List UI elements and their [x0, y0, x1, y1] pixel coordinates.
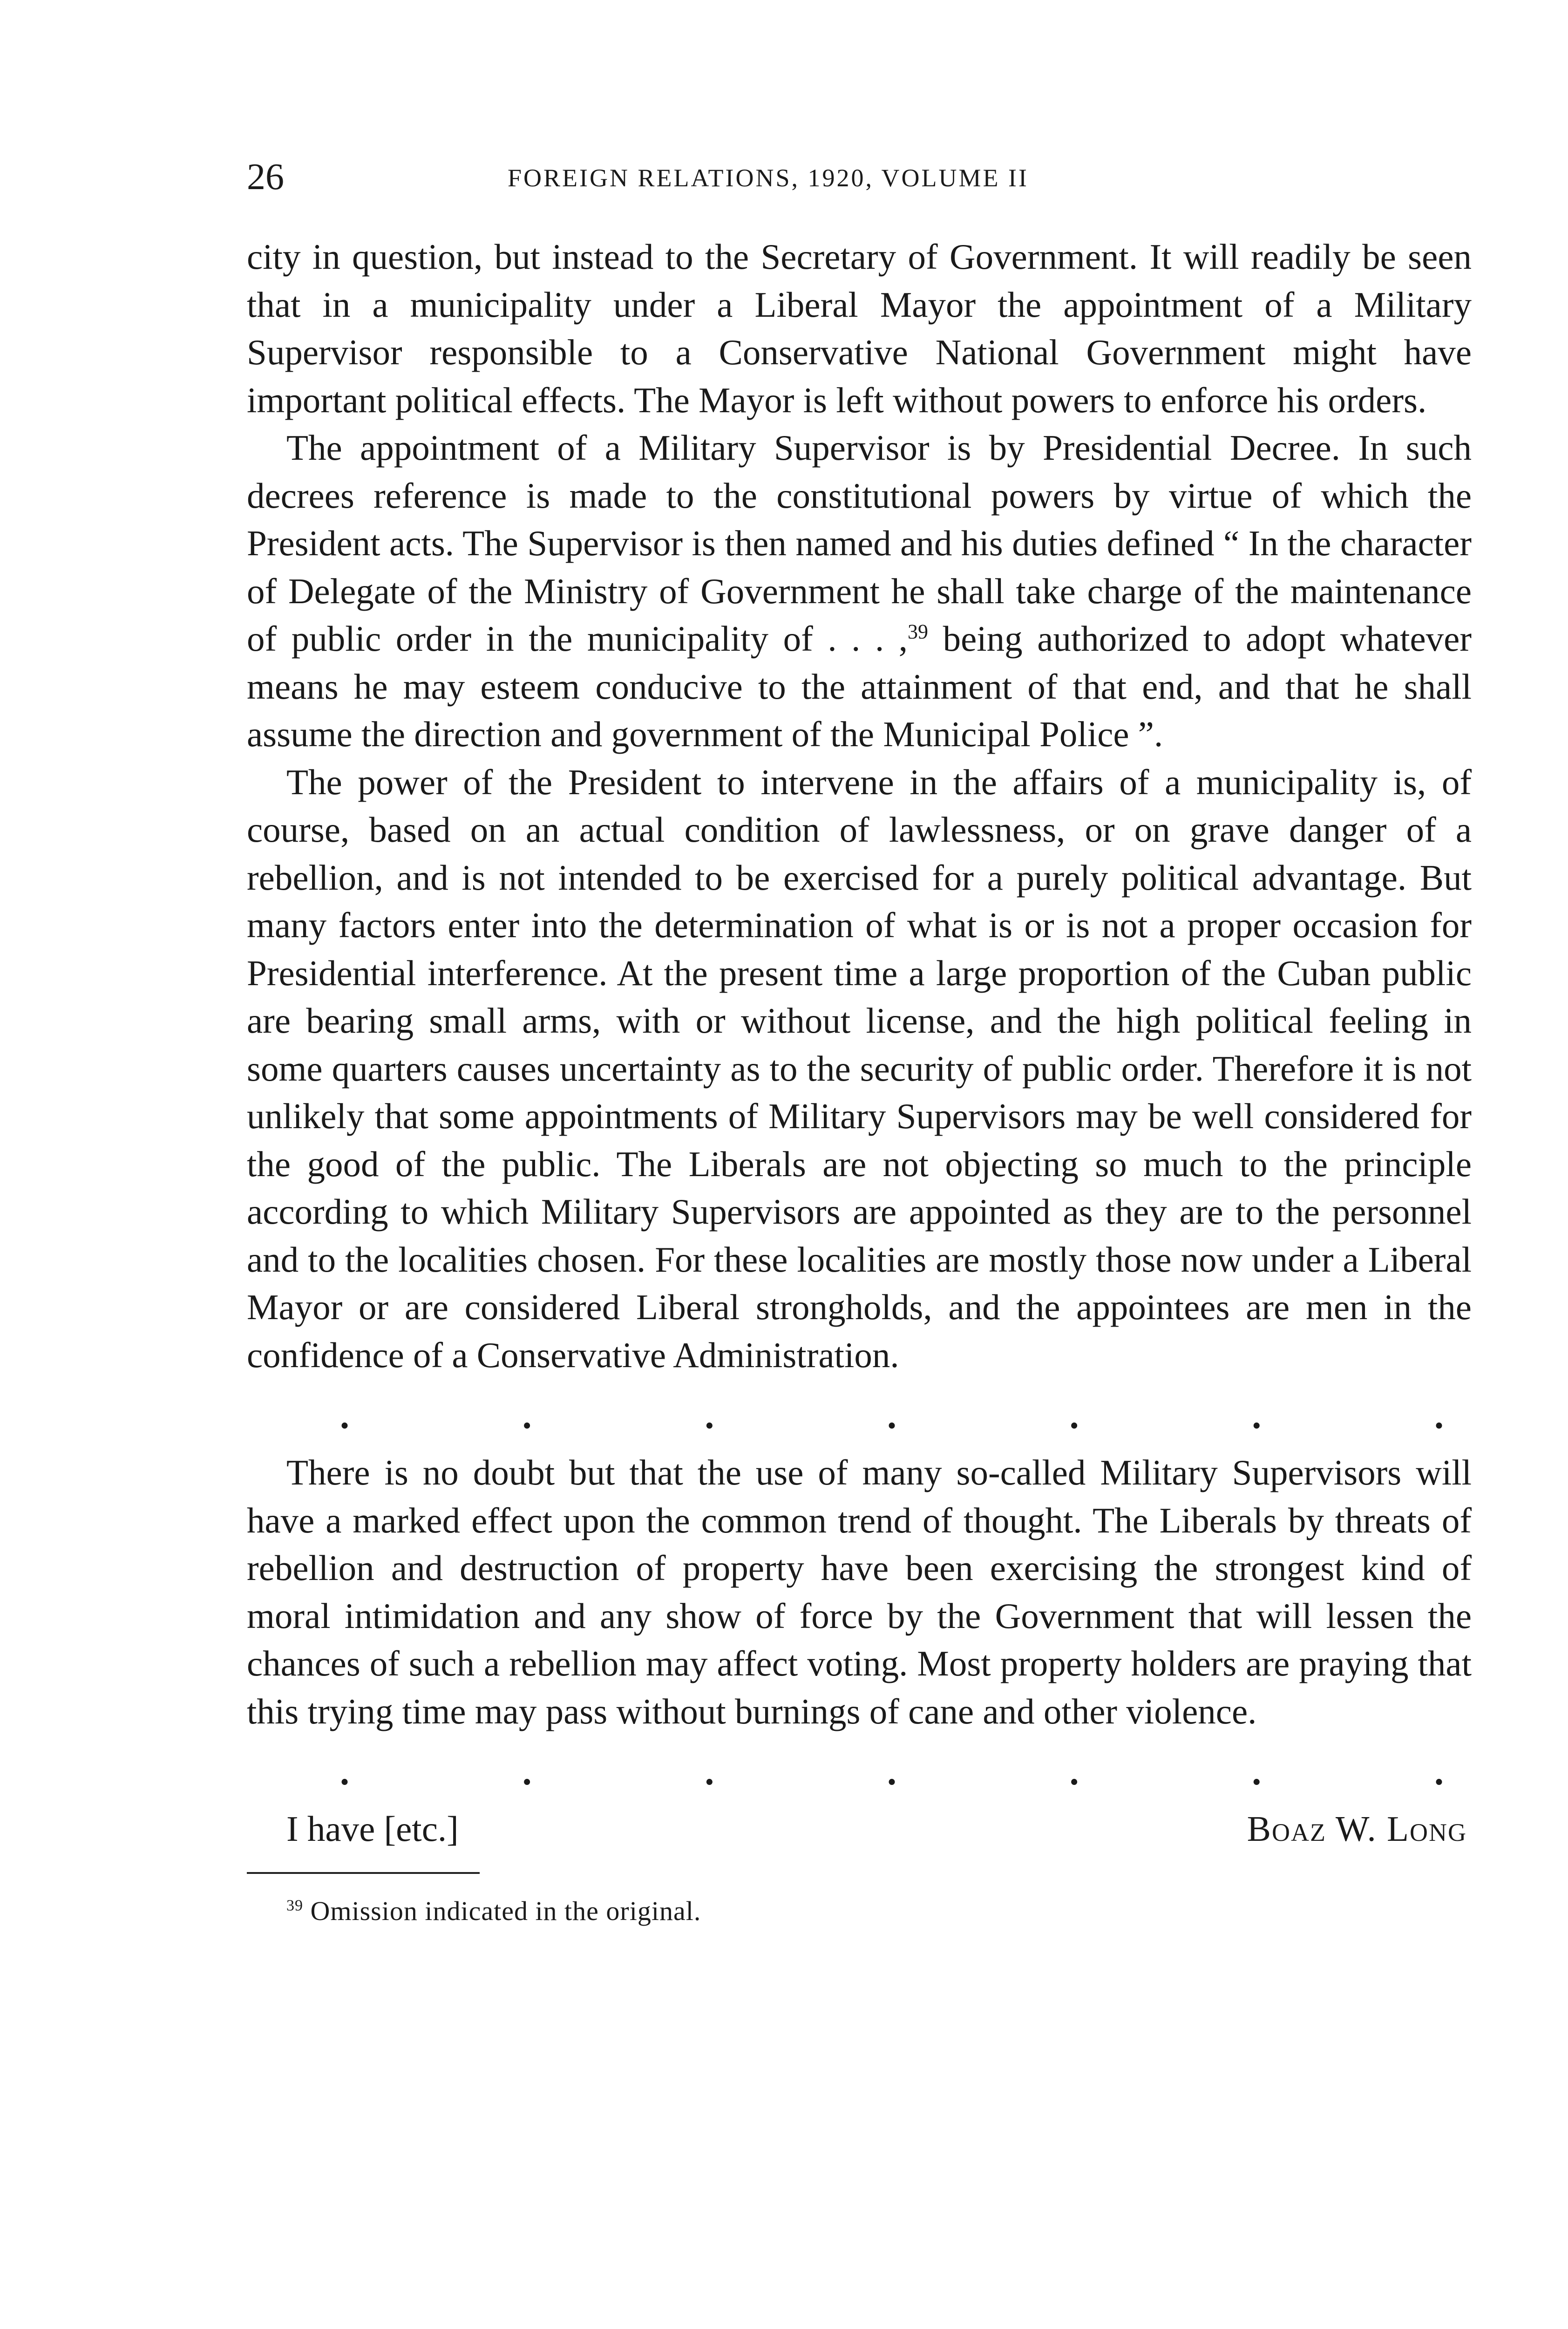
omission-dot: . — [522, 1396, 532, 1437]
omission-dot: . — [1252, 1752, 1262, 1793]
page-number: 26 — [247, 157, 284, 197]
omission-dot: . — [887, 1752, 896, 1793]
paragraph-4: There is no doubt but that the use of many so-called Military Supervisors will have a marked effect upon the common trend of thought. The Liberals by threats of rebellion and destruction of property have been exercising the strongest kind of moral intimidation and any show of force by the Government that will lessen the chances of such a rebellion may affect voting. Most property holders are praying that this trying time may pass without burnings of cane and other violence. — [247, 1452, 1472, 1731]
omission-dot: . — [705, 1396, 714, 1437]
omission-dot: . — [887, 1396, 896, 1437]
closing — [247, 1805, 1472, 1852]
signature: Boaz W. Long — [1247, 1809, 1467, 1849]
paragraph-2-text-b: being authorized to adopt whatever means he may esteem conducive to the attainment of that end, and that he shall assume the direction and government of the Municipal Police ”. — [247, 619, 1472, 754]
paragraph-2-text-a: The appointment of a Military Supervisor is by Presidential Decree. In such decrees reference is made to the constitutional powers by virtue of which the President acts. The Supervisor is then named and his duties defined “ In the character of Delegate of the Ministry of Government he shall take charge of the maintenance of public order in the municipality of . . . , — [247, 428, 1472, 659]
salutation: I have [etc.] — [286, 1809, 459, 1849]
omission-dot: . — [705, 1752, 714, 1793]
running-header — [247, 154, 1472, 210]
omission-dot: . — [1434, 1752, 1444, 1793]
omission-dot: . — [1069, 1396, 1079, 1437]
omission-dot: . — [1434, 1396, 1444, 1437]
omission-dots-2 — [247, 1749, 1472, 1796]
footnote — [247, 1893, 1472, 1930]
omission-dot: . — [522, 1752, 532, 1793]
omission-dot: . — [1069, 1752, 1079, 1793]
footnote-text: Omission indicated in the original. — [310, 1896, 701, 1926]
running-title: FOREIGN RELATIONS, 1920, VOLUME II — [508, 164, 1029, 192]
document-page — [247, 154, 1472, 1930]
paragraph-2 — [247, 424, 1472, 758]
omission-dot: . — [340, 1752, 349, 1793]
footnote-divider — [247, 1872, 480, 1874]
omission-dot: . — [1252, 1396, 1262, 1437]
body-text — [247, 233, 1472, 1379]
omission-dots-1 — [247, 1393, 1472, 1439]
paragraph-1: city in question, but instead to the Secretary of Government. It will readily be seen that in a municipality under a Liberal Mayor the appointment of a Military Supervisor responsible to a Conservative National Government might have important political effects. The Mayor is left without powers to enforce his orders. — [247, 237, 1472, 420]
omission-dot: . — [340, 1396, 349, 1437]
footnote-reference: 39 — [908, 620, 929, 643]
footnote-number: 39 — [286, 1897, 303, 1914]
paragraph-3: The power of the President to intervene in the affairs of a municipality is, of course, based on an actual condition of lawlessness, or on grave danger of a rebellion, and is not intended to be exercised for a purely political advantage. But many factors enter into the determination of what is or is not a proper occasion for Presidential interference. At the present time a large proportion of the Cuban public are bearing small arms, with or without license, and the high political feeling in some quarters causes uncertainty as to the security of public order. Therefore it is not unlikely that some appointments of Military Supervisors may be well considered for the good of the public. The Liberals are not objecting so much to the principle according to which Military Supervisors are appointed as they are to the personnel and to the localities chosen. For these localities are mostly those now under a Liberal Mayor or are considered Liberal strongholds, and the appointees are men in the confidence of a Conservative Administration. — [247, 762, 1472, 1375]
body-text-continued — [247, 1449, 1472, 1735]
